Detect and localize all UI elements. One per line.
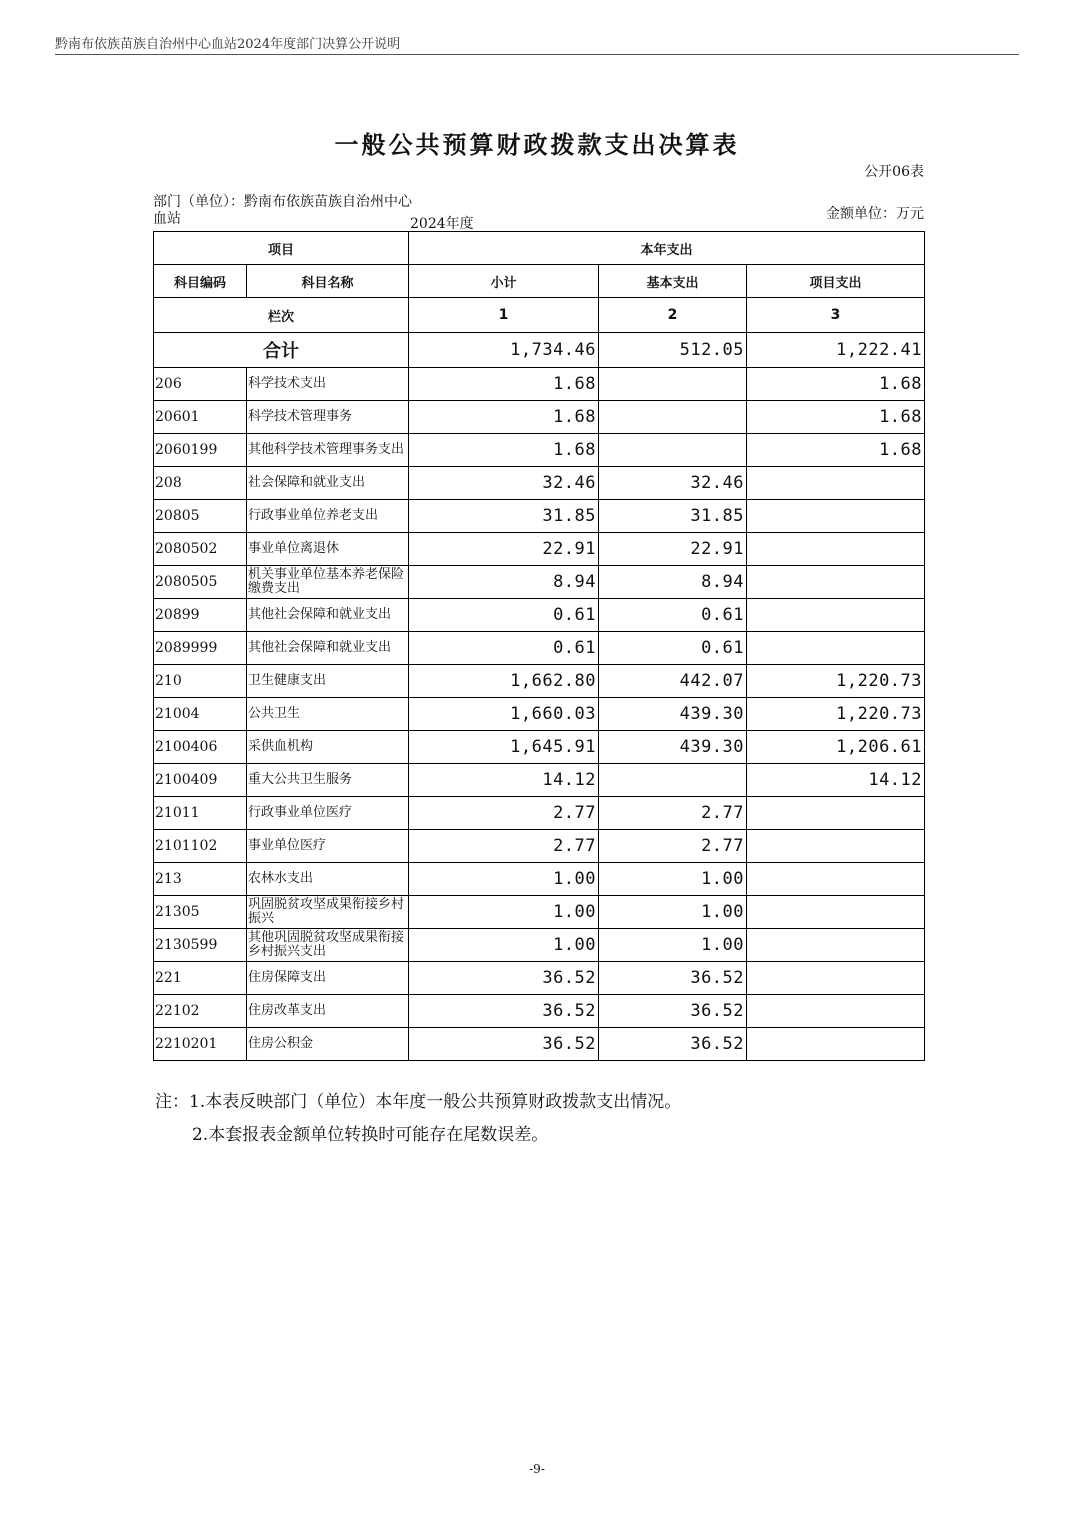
row-name: 采供血机构 — [247, 731, 409, 764]
table-row — [154, 797, 925, 830]
col-subtotal-header: 小计 — [409, 265, 599, 298]
table-row — [154, 533, 925, 566]
row-basic: 439.30 — [599, 731, 747, 764]
row-basic: 2.77 — [599, 830, 747, 863]
row-project: 1,220.73 — [747, 665, 925, 698]
row-project — [747, 467, 925, 500]
row-basic: 1.00 — [599, 863, 747, 896]
table-row — [154, 995, 925, 1028]
row-project — [747, 830, 925, 863]
fiscal-year: 2024年度 — [410, 216, 474, 232]
total-label: 合计 — [154, 333, 409, 368]
total-subtotal: 1,734.46 — [409, 333, 599, 368]
row-code: 20601 — [154, 401, 247, 434]
row-subtotal: 36.52 — [409, 995, 599, 1028]
row-project — [747, 863, 925, 896]
row-name: 其他社会保障和就业支出 — [247, 632, 409, 665]
row-project — [747, 797, 925, 830]
row-basic: 36.52 — [599, 995, 747, 1028]
note-1: 注：1.本表反映部门（单位）本年度一般公共预算财政拨款支出情况。 — [155, 1092, 682, 1112]
table-row — [154, 731, 925, 764]
row-code: 208 — [154, 467, 247, 500]
row-project: 1.68 — [747, 401, 925, 434]
table-row — [154, 896, 925, 929]
table-row — [154, 566, 925, 599]
row-name: 行政事业单位医疗 — [247, 797, 409, 830]
total-project: 1,222.41 — [747, 333, 925, 368]
row-name: 住房改革支出 — [247, 995, 409, 1028]
row-basic: 0.61 — [599, 599, 747, 632]
row-basic — [599, 368, 747, 401]
row-code: 2080502 — [154, 533, 247, 566]
row-project — [747, 533, 925, 566]
table-row — [154, 632, 925, 665]
row-name: 科学技术支出 — [247, 368, 409, 401]
department-label: 部门（单位）：黔南布依族苗族自治州中心血站 — [153, 194, 412, 227]
row-name: 其他社会保障和就业支出 — [247, 599, 409, 632]
col-code-header: 科目编码 — [154, 265, 247, 298]
row-name: 卫生健康支出 — [247, 665, 409, 698]
row-project — [747, 566, 925, 599]
header-rule — [55, 54, 1019, 55]
table-row — [154, 401, 925, 434]
index-label: 栏次 — [154, 298, 409, 333]
col-project-header: 项目支出 — [747, 265, 925, 298]
row-code: 2130599 — [154, 929, 247, 962]
row-name: 社会保障和就业支出 — [247, 467, 409, 500]
row-code: 2101102 — [154, 830, 247, 863]
row-basic — [599, 764, 747, 797]
row-subtotal: 36.52 — [409, 1028, 599, 1061]
row-subtotal: 31.85 — [409, 500, 599, 533]
row-subtotal: 1,645.91 — [409, 731, 599, 764]
row-name: 重大公共卫生服务 — [247, 764, 409, 797]
table-row — [154, 599, 925, 632]
row-subtotal: 1.68 — [409, 434, 599, 467]
index-2: 2 — [599, 298, 747, 333]
row-subtotal: 14.12 — [409, 764, 599, 797]
row-name: 科学技术管理事务 — [247, 401, 409, 434]
row-name: 机关事业单位基本养老保险缴费支出 — [247, 566, 409, 599]
col-basic-header: 基本支出 — [599, 265, 747, 298]
amount-unit: 金额单位：万元 — [826, 206, 924, 222]
row-code: 2100409 — [154, 764, 247, 797]
row-basic: 36.52 — [599, 962, 747, 995]
row-basic: 1.00 — [599, 929, 747, 962]
row-basic — [599, 401, 747, 434]
header-current-year: 本年支出 — [409, 232, 925, 265]
row-code: 21305 — [154, 896, 247, 929]
row-project — [747, 632, 925, 665]
total-row — [154, 333, 925, 368]
table-row — [154, 830, 925, 863]
header-item: 项目 — [154, 232, 409, 265]
running-header: 黔南布依族苗族自治州中心血站2024年度部门决算公开说明 — [55, 37, 401, 52]
row-basic — [599, 434, 747, 467]
row-code: 221 — [154, 962, 247, 995]
table-row — [154, 467, 925, 500]
row-code: 213 — [154, 863, 247, 896]
row-code: 2089999 — [154, 632, 247, 665]
page-title: 一般公共预算财政拨款支出决算表 — [334, 131, 740, 159]
row-basic: 442.07 — [599, 665, 747, 698]
row-subtotal: 1.00 — [409, 863, 599, 896]
row-subtotal: 2.77 — [409, 797, 599, 830]
index-row — [154, 298, 925, 333]
row-code: 2060199 — [154, 434, 247, 467]
header-row-1 — [154, 232, 925, 265]
expenditure-table — [153, 231, 925, 1061]
row-basic: 31.85 — [599, 500, 747, 533]
row-name: 其他巩固脱贫攻坚成果衔接乡村振兴支出 — [247, 929, 409, 962]
row-subtotal: 2.77 — [409, 830, 599, 863]
row-project — [747, 929, 925, 962]
table-row — [154, 368, 925, 401]
row-subtotal: 0.61 — [409, 632, 599, 665]
row-basic: 22.91 — [599, 533, 747, 566]
row-subtotal: 0.61 — [409, 599, 599, 632]
row-code: 206 — [154, 368, 247, 401]
row-name: 其他科学技术管理事务支出 — [247, 434, 409, 467]
row-project: 1.68 — [747, 368, 925, 401]
row-project — [747, 599, 925, 632]
row-basic: 2.77 — [599, 797, 747, 830]
table-row — [154, 764, 925, 797]
row-subtotal: 1,662.80 — [409, 665, 599, 698]
row-code: 20805 — [154, 500, 247, 533]
index-3: 3 — [747, 298, 925, 333]
page-number: -9- — [529, 1462, 545, 1476]
row-name: 住房保障支出 — [247, 962, 409, 995]
row-subtotal: 1.68 — [409, 368, 599, 401]
row-name: 事业单位离退休 — [247, 533, 409, 566]
row-basic: 8.94 — [599, 566, 747, 599]
row-name: 住房公积金 — [247, 1028, 409, 1061]
row-name: 事业单位医疗 — [247, 830, 409, 863]
row-code: 20899 — [154, 599, 247, 632]
row-subtotal: 1,660.03 — [409, 698, 599, 731]
row-subtotal: 22.91 — [409, 533, 599, 566]
row-subtotal: 1.00 — [409, 896, 599, 929]
row-project — [747, 500, 925, 533]
row-subtotal: 32.46 — [409, 467, 599, 500]
row-name: 行政事业单位养老支出 — [247, 500, 409, 533]
row-basic: 1.00 — [599, 896, 747, 929]
row-basic: 439.30 — [599, 698, 747, 731]
row-subtotal: 36.52 — [409, 962, 599, 995]
row-project — [747, 962, 925, 995]
table-row — [154, 500, 925, 533]
table-row — [154, 962, 925, 995]
row-basic: 32.46 — [599, 467, 747, 500]
row-project — [747, 995, 925, 1028]
row-name: 巩固脱贫攻坚成果衔接乡村振兴 — [247, 896, 409, 929]
row-project: 1.68 — [747, 434, 925, 467]
row-subtotal: 1.00 — [409, 929, 599, 962]
row-code: 22102 — [154, 995, 247, 1028]
table-row — [154, 929, 925, 962]
notes — [155, 1086, 681, 1152]
row-basic: 0.61 — [599, 632, 747, 665]
note-2: 2.本套报表金额单位转换时可能存在尾数误差。 — [192, 1125, 549, 1145]
col-name-header: 科目名称 — [247, 265, 409, 298]
row-code: 2080505 — [154, 566, 247, 599]
row-code: 210 — [154, 665, 247, 698]
table-row — [154, 698, 925, 731]
row-project: 14.12 — [747, 764, 925, 797]
row-project — [747, 1028, 925, 1061]
row-name: 农林水支出 — [247, 863, 409, 896]
row-code: 2100406 — [154, 731, 247, 764]
row-code: 2210201 — [154, 1028, 247, 1061]
row-code: 21011 — [154, 797, 247, 830]
row-subtotal: 1.68 — [409, 401, 599, 434]
index-1: 1 — [409, 298, 599, 333]
row-basic: 36.52 — [599, 1028, 747, 1061]
row-name: 公共卫生 — [247, 698, 409, 731]
row-code: 21004 — [154, 698, 247, 731]
header-row-2 — [154, 265, 925, 298]
table-row — [154, 434, 925, 467]
row-project: 1,206.61 — [747, 731, 925, 764]
table-row — [154, 1028, 925, 1061]
table-row — [154, 665, 925, 698]
row-subtotal: 8.94 — [409, 566, 599, 599]
total-basic: 512.05 — [599, 333, 747, 368]
row-project — [747, 896, 925, 929]
row-project: 1,220.73 — [747, 698, 925, 731]
form-number: 公开06表 — [864, 164, 924, 180]
table-row — [154, 863, 925, 896]
